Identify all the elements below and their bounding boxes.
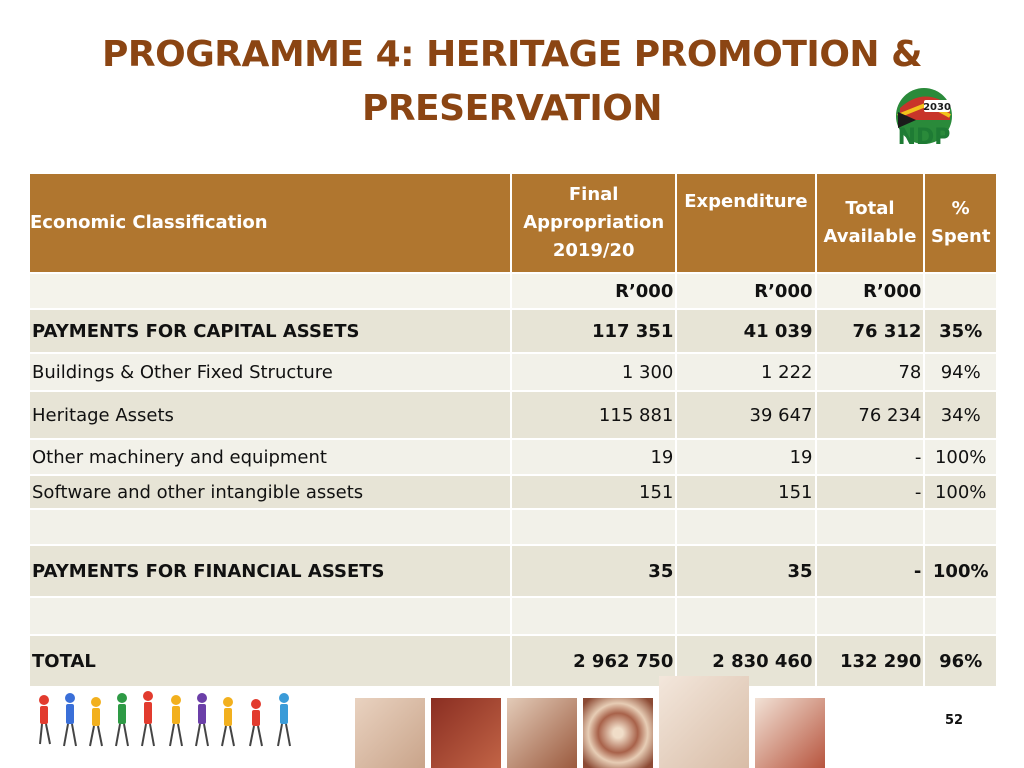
heritage-photo-6 bbox=[755, 698, 825, 768]
header-classification: Economic Classification bbox=[30, 174, 510, 274]
units-avail: R’000 bbox=[817, 274, 924, 310]
row-avail bbox=[817, 510, 924, 546]
row-label: Buildings & Other Fixed Structure bbox=[30, 354, 510, 392]
table-row bbox=[30, 354, 996, 392]
heritage-photo-3 bbox=[507, 698, 577, 768]
header-total-available: Total Available bbox=[817, 174, 924, 274]
header-expenditure: Expenditure bbox=[677, 174, 814, 274]
row-exp: 151 bbox=[677, 476, 814, 510]
row-avail: 132 290 bbox=[817, 636, 924, 688]
page-number: 52 bbox=[945, 713, 964, 728]
row-pct: 94% bbox=[925, 354, 996, 392]
logo-text: NDP bbox=[897, 125, 951, 150]
row-label: Other machinery and equipment bbox=[30, 440, 510, 476]
row-avail: 76 234 bbox=[817, 392, 924, 440]
row-exp: 41 039 bbox=[677, 310, 814, 354]
row-pct: 34% bbox=[925, 392, 996, 440]
table-row bbox=[30, 546, 996, 598]
financial-table bbox=[28, 174, 998, 688]
row-avail: - bbox=[817, 476, 924, 510]
table-row-total bbox=[30, 636, 996, 688]
row-pct: 96% bbox=[925, 636, 996, 688]
row-label: TOTAL bbox=[30, 636, 510, 688]
table-row bbox=[30, 392, 996, 440]
row-avail: - bbox=[817, 440, 924, 476]
row-final: 1 300 bbox=[512, 354, 675, 392]
row-avail: 76 312 bbox=[817, 310, 924, 354]
row-pct: 100% bbox=[925, 440, 996, 476]
row-label: Heritage Assets bbox=[30, 392, 510, 440]
row-avail bbox=[817, 598, 924, 636]
row-label: Software and other intangible assets bbox=[30, 476, 510, 510]
row-final: 35 bbox=[512, 546, 675, 598]
units-pct bbox=[925, 274, 996, 310]
units-exp: R’000 bbox=[677, 274, 814, 310]
row-exp: 39 647 bbox=[677, 392, 814, 440]
row-label bbox=[30, 510, 510, 546]
logo-year: 2030 bbox=[923, 102, 951, 113]
page-title: PROGRAMME 4: HERITAGE PROMOTION & PRESERVATION bbox=[102, 34, 922, 129]
row-pct bbox=[925, 598, 996, 636]
row-label bbox=[30, 598, 510, 636]
row-final: 2 962 750 bbox=[512, 636, 675, 688]
row-pct: 100% bbox=[925, 476, 996, 510]
table-row-empty bbox=[30, 510, 996, 546]
row-final: 151 bbox=[512, 476, 675, 510]
row-exp: 1 222 bbox=[677, 354, 814, 392]
row-final: 19 bbox=[512, 440, 675, 476]
table-row bbox=[30, 310, 996, 354]
row-label: PAYMENTS FOR FINANCIAL ASSETS bbox=[30, 546, 510, 598]
units-final: R’000 bbox=[512, 274, 675, 310]
units-label bbox=[30, 274, 510, 310]
row-pct: 35% bbox=[925, 310, 996, 354]
row-exp: 19 bbox=[677, 440, 814, 476]
row-exp: 35 bbox=[677, 546, 814, 598]
heritage-photo-2 bbox=[431, 698, 501, 768]
header-pct-spent: % Spent bbox=[925, 174, 996, 274]
units-row bbox=[30, 274, 996, 310]
row-avail: - bbox=[817, 546, 924, 598]
heritage-photo-5 bbox=[659, 676, 749, 768]
row-final: 117 351 bbox=[512, 310, 675, 354]
row-exp bbox=[677, 510, 814, 546]
row-label: PAYMENTS FOR CAPITAL ASSETS bbox=[30, 310, 510, 354]
row-final bbox=[512, 598, 675, 636]
row-pct: 100% bbox=[925, 546, 996, 598]
row-avail: 78 bbox=[817, 354, 924, 392]
table-row-empty bbox=[30, 598, 996, 636]
heritage-photo-4 bbox=[583, 698, 653, 768]
children-sports-image bbox=[30, 688, 330, 752]
row-final bbox=[512, 510, 675, 546]
row-final: 115 881 bbox=[512, 392, 675, 440]
row-exp bbox=[677, 598, 814, 636]
table-row bbox=[30, 476, 996, 510]
row-exp: 2 830 460 bbox=[677, 636, 814, 688]
header-final-appropriation: Final Appropriation 2019/20 bbox=[512, 174, 675, 274]
table-header-row bbox=[30, 174, 996, 274]
row-pct bbox=[925, 510, 996, 546]
table-row bbox=[30, 440, 996, 476]
heritage-photo-1 bbox=[355, 698, 425, 768]
ndp-logo bbox=[888, 86, 960, 150]
